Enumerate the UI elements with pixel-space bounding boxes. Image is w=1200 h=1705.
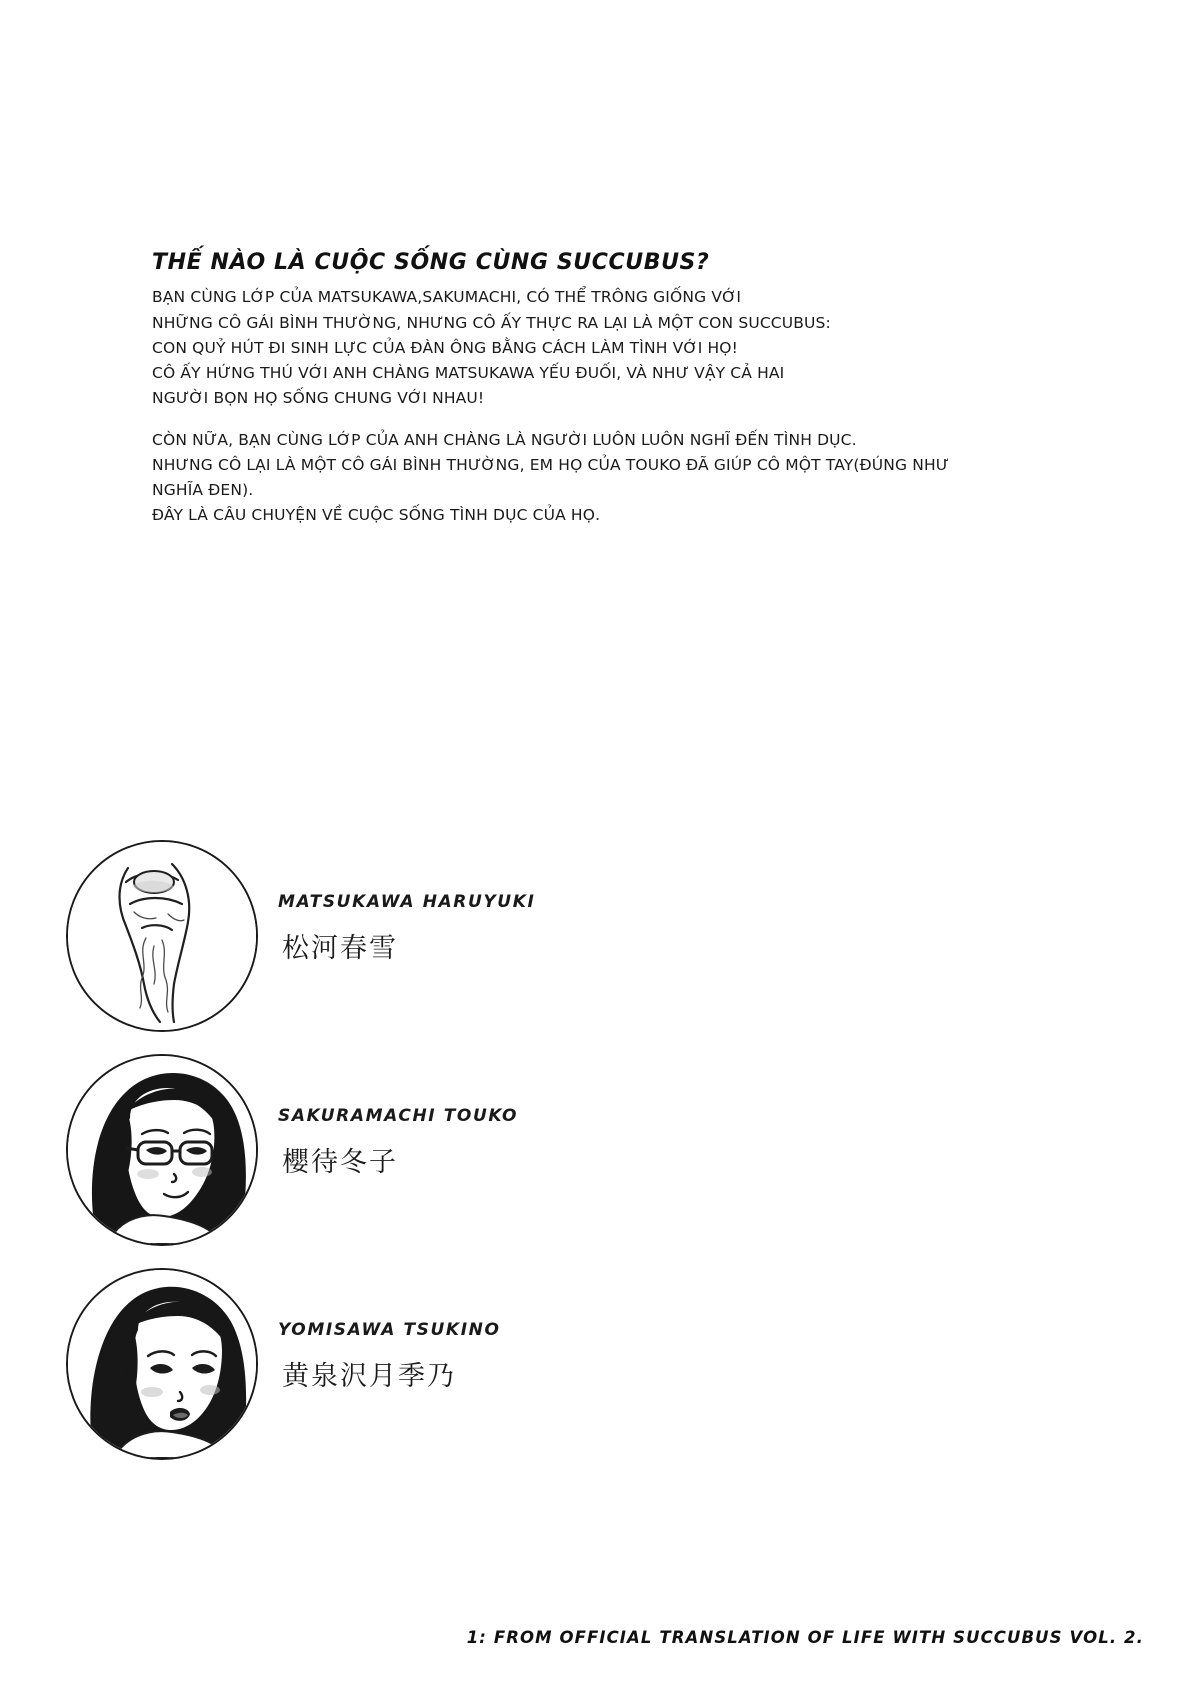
character-entry bbox=[66, 1054, 966, 1268]
intro-line: CÒN NỮA, BẠN CÙNG LỚP CỦA ANH CHÀNG LÀ NGƯỜI LUÔN LUÔN NGHĨ ĐẾN TÌNH DỤC. bbox=[152, 430, 857, 449]
intro-line: CON QUỶ HÚT ĐI SINH LỰC CỦA ĐÀN ÔNG BẰNG CÁCH LÀM TÌNH VỚI HỌ! bbox=[152, 338, 739, 357]
character-names bbox=[278, 1106, 518, 1179]
portrait-yomisawa-icon bbox=[66, 1268, 258, 1460]
intro-line: ĐÂY LÀ CÂU CHUYỆN VỀ CUỘC SỐNG TÌNH DỤC CỦA HỌ. bbox=[152, 506, 601, 525]
character-entry bbox=[66, 840, 966, 1054]
character-names bbox=[278, 892, 535, 965]
footnote: 1: FROM OFFICIAL TRANSLATION OF LIFE WITH SUCCUBUS VOL. 2. bbox=[466, 1628, 1144, 1647]
portrait-sakuramachi-icon bbox=[66, 1054, 258, 1246]
intro-paragraph-1 bbox=[152, 285, 972, 411]
character-romaji-name: YOMISAWA TSUKINO bbox=[278, 1320, 501, 1340]
intro-line: CÔ ẤY HỨNG THÚ VỚI ANH CHÀNG MATSUKAWA YẾU ĐUỐI, VÀ NHƯ VẬY CẢ HAI bbox=[152, 363, 785, 382]
intro-paragraph-2 bbox=[152, 428, 972, 528]
character-list bbox=[66, 840, 966, 1482]
character-romaji-name: SAKURAMACHI TOUKO bbox=[278, 1106, 519, 1126]
character-entry bbox=[66, 1268, 966, 1482]
intro-line: NHỮNG CÔ GÁI BÌNH THƯỜNG, NHƯNG CÔ ẤY THỰC RA LẠI LÀ MỘT CON SUCCUBUS: bbox=[152, 313, 831, 332]
character-names bbox=[278, 1320, 501, 1393]
intro-line: BẠN CÙNG LỚP CỦA MATSUKAWA,SAKUMACHI, CÓ THỂ TRÔNG GIỐNG VỚI bbox=[152, 288, 742, 307]
portrait-matsukawa-icon bbox=[66, 840, 258, 1032]
intro-line: NGƯỜI BỌN HỌ SỐNG CHUNG VỚI NHAU! bbox=[152, 388, 485, 407]
character-kanji-name: 松河春雪 bbox=[282, 933, 398, 964]
intro-line: NHƯNG CÔ LẠI LÀ MỘT CÔ GÁI BÌNH THƯỜNG, EM HỌ CỦA TOUKO ĐÃ GIÚP CÔ MỘT TAY(ĐÚNG NHƯ NGHĨA ĐEN). bbox=[152, 456, 950, 500]
page-title: THẾ NÀO LÀ CUỘC SỐNG CÙNG SUCCUBUS? bbox=[152, 250, 710, 275]
character-romaji-name: MATSUKAWA HARUYUKI bbox=[278, 892, 536, 912]
character-kanji-name: 黄泉沢月季乃 bbox=[282, 1361, 456, 1392]
intro-block bbox=[152, 250, 972, 528]
character-kanji-name: 櫻待冬子 bbox=[282, 1147, 398, 1178]
